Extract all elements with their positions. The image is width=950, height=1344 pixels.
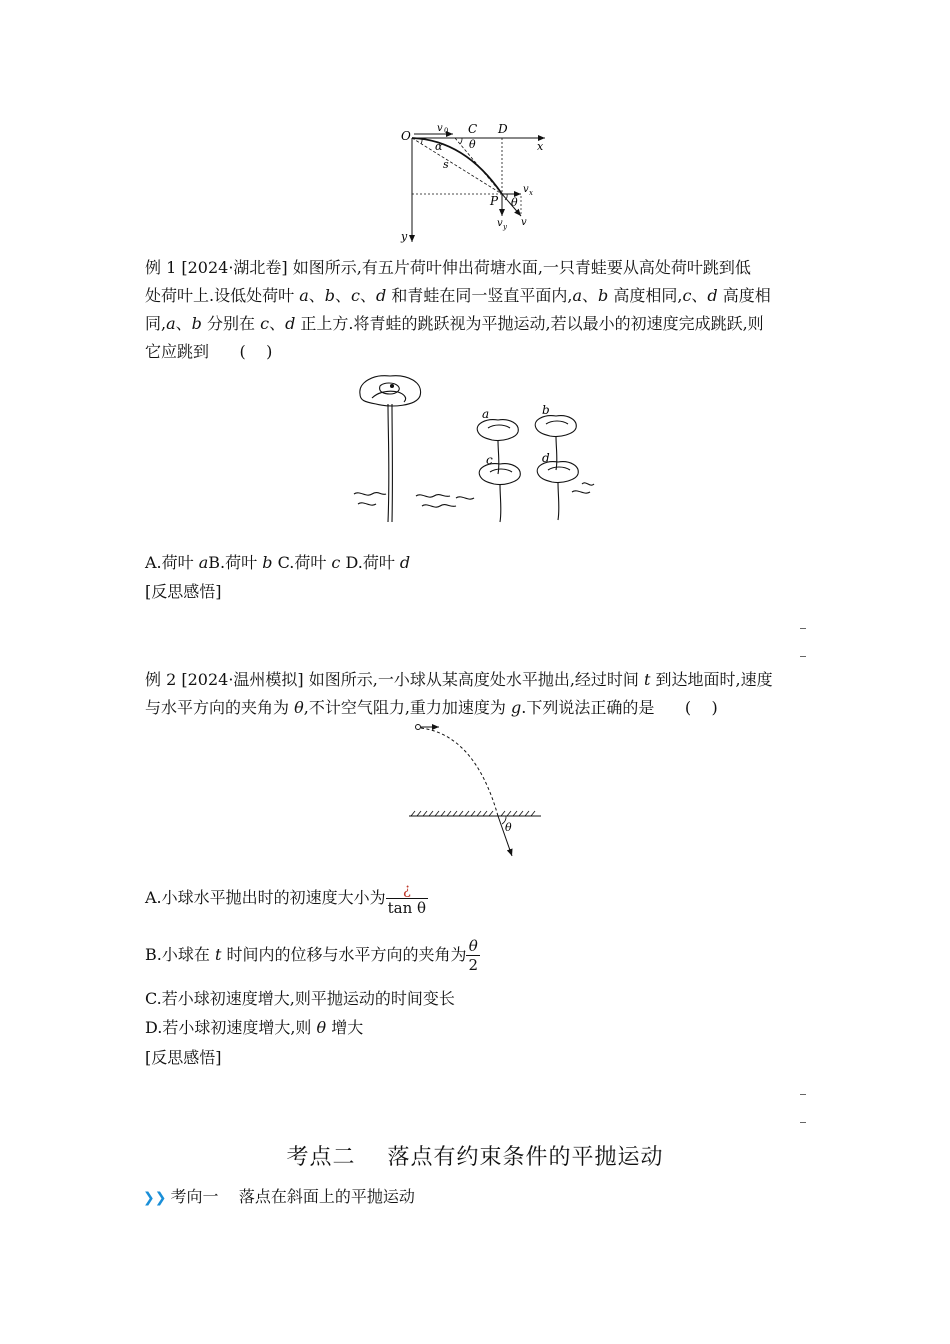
ball-projection-figure <box>405 720 550 860</box>
example1-line4: 它应跳到 ( ) <box>145 342 273 361</box>
label-vx-sub: x <box>529 189 533 197</box>
example1-stem <box>145 254 810 366</box>
option-c[interactable]: C.若小球初速度增大,则平抛运动的时间变长 <box>145 989 455 1008</box>
label-alpha: α <box>435 140 443 153</box>
label-d: D <box>498 122 508 136</box>
fraction-v0: $\frac{¿}{\text{tan θ}}$ <box>387 880 427 917</box>
angle-theta-label: θ <box>505 821 512 834</box>
example1-line1: 例 1 [2024·湖北卷] 如图所示,有五片荷叶伸出荷塘水面,一只青蛙要从高处荷叶跳到低 <box>145 258 751 277</box>
projectile-diagram <box>395 118 555 246</box>
label-v0-sub: 0 <box>444 127 449 135</box>
label-y: y <box>401 230 408 243</box>
option-a[interactable]: A.小球水平抛出时的初速度大小为 $\frac{¿}{\text{tan θ}}$ <box>145 880 427 917</box>
label-c: C <box>468 122 478 136</box>
label-theta2: θ <box>511 196 518 209</box>
label-o: O <box>401 129 411 143</box>
margin-mark <box>800 656 806 657</box>
example2-prefix: 例 2 [2024·温州模拟] <box>145 670 304 689</box>
margin-mark <box>800 1122 806 1123</box>
option-a[interactable]: A.荷叶 a <box>145 553 209 572</box>
leaf-label-b: b <box>542 403 550 417</box>
option-d[interactable]: D.若小球初速度增大,则 θ 增大 <box>145 1018 364 1037</box>
option-c[interactable]: C.荷叶 c <box>277 553 341 572</box>
option-d[interactable]: D.荷叶 d <box>345 553 411 572</box>
lotus-leaves-figure <box>352 372 602 527</box>
label-vx: v <box>523 184 529 195</box>
example1-options <box>145 552 410 574</box>
example2-line1: 例 2 [2024·温州模拟] 如图所示,一小球从某高度处水平抛出,经过时间 t 到达地面时,速度 <box>145 670 773 689</box>
example2-reflect: [反思感悟] <box>145 1048 222 1067</box>
section-title: 考点二 落点有约束条件的平抛运动 <box>286 1145 664 1170</box>
leaf-label-c: c <box>486 453 493 467</box>
label-theta1: θ <box>469 138 476 151</box>
label-s: s <box>443 158 449 171</box>
margin-mark <box>800 1094 806 1095</box>
example1-prefix: 例 1 [2024·湖北卷] <box>145 258 288 277</box>
example2-line2: 与水平方向的夹角为 θ,不计空气阻力,重力加速度为 g.下列说法正确的是 ( ) <box>145 698 718 717</box>
example1-line3: 同,a、b 分别在 c、d 正上方.将青蛙的跳跃视为平抛运动,若以最小的初速度完成跳跃,则 <box>145 314 764 333</box>
label-vy-sub: y <box>503 223 507 231</box>
label-v: v <box>521 217 527 228</box>
leaf-label-d: d <box>542 451 550 465</box>
label-v0: v <box>437 123 443 134</box>
example1-line2: 处荷叶上.设低处荷叶 a、b、c、d 和青蛙在同一竖直平面内,a、b 高度相同,c、d 高度相 <box>145 286 771 305</box>
fraction-theta-half: $\frac{\theta}{2}$ <box>468 937 479 974</box>
option-b[interactable]: B.荷叶 b <box>208 553 273 572</box>
option-b[interactable]: B.小球在 t 时间内的位移与水平方向的夹角为 $\frac{\theta}{2}$ <box>145 937 479 974</box>
subsection-heading: ❯❯ 考向一 落点在斜面上的平抛运动 <box>143 1187 415 1206</box>
label-p: P <box>490 194 499 208</box>
leaf-label-a: a <box>482 407 490 421</box>
margin-mark <box>800 628 806 629</box>
example2-stem <box>145 666 810 722</box>
label-vy: v <box>497 218 503 229</box>
example1-reflect: [反思感悟] <box>145 582 222 601</box>
double-chevron-icon: ❯❯ <box>143 1190 167 1206</box>
label-x: x <box>537 140 544 153</box>
